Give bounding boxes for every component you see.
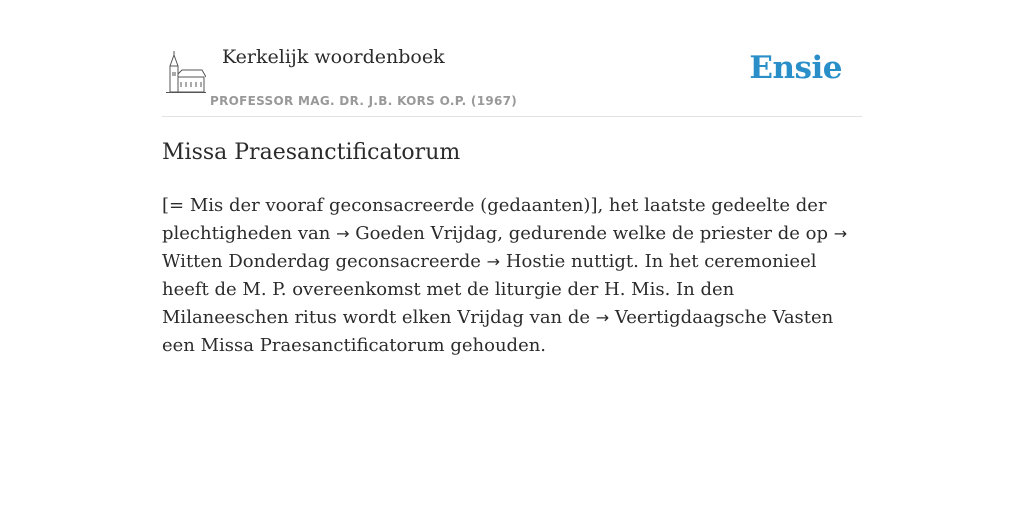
xref-hostie[interactable]: Hostie bbox=[505, 251, 566, 272]
entry-body bbox=[162, 192, 862, 360]
page-container bbox=[162, 0, 862, 356]
body-text: [= Mis der vooraf geconsacreerde (gedaanten)], het laatste gedeelte der plechtigheden van bbox=[162, 195, 827, 244]
xref-veertigdaagsche-vasten[interactable]: Veertigdaagsche Vasten bbox=[614, 307, 834, 328]
entry-title: Missa Praesanctificatorum bbox=[162, 140, 461, 165]
body-text: , gedurende welke de priester de op bbox=[497, 223, 834, 244]
arrow-icon: → bbox=[595, 308, 610, 327]
body-text: nuttigt. In het ceremonieel heeft de M. P. overeenkomst met de liturgie der H. Mis. In den Milaneeschen ritus wordt elken Vrijdag van de bbox=[162, 251, 817, 328]
ensie-logo[interactable]: Ensie bbox=[749, 50, 842, 86]
header bbox=[162, 0, 862, 117]
body-text: een Missa Praesanctificatorum gehouden. bbox=[162, 335, 547, 356]
arrow-icon: → bbox=[486, 252, 501, 271]
church-icon[interactable] bbox=[166, 50, 206, 94]
arrow-icon: → bbox=[833, 224, 848, 243]
book-author: PROFESSOR MAG. DR. J.B. KORS O.P. (1967) bbox=[210, 94, 518, 108]
book-title-link[interactable]: Kerkelijk woordenboek bbox=[222, 46, 445, 68]
arrow-icon: → bbox=[336, 224, 350, 243]
xref-witten-donderdag[interactable]: Witten Donderdag bbox=[162, 251, 330, 272]
xref-goeden-vrijdag[interactable]: Goeden Vrijdag bbox=[355, 223, 498, 244]
body-text: geconsacreerde bbox=[329, 251, 487, 272]
